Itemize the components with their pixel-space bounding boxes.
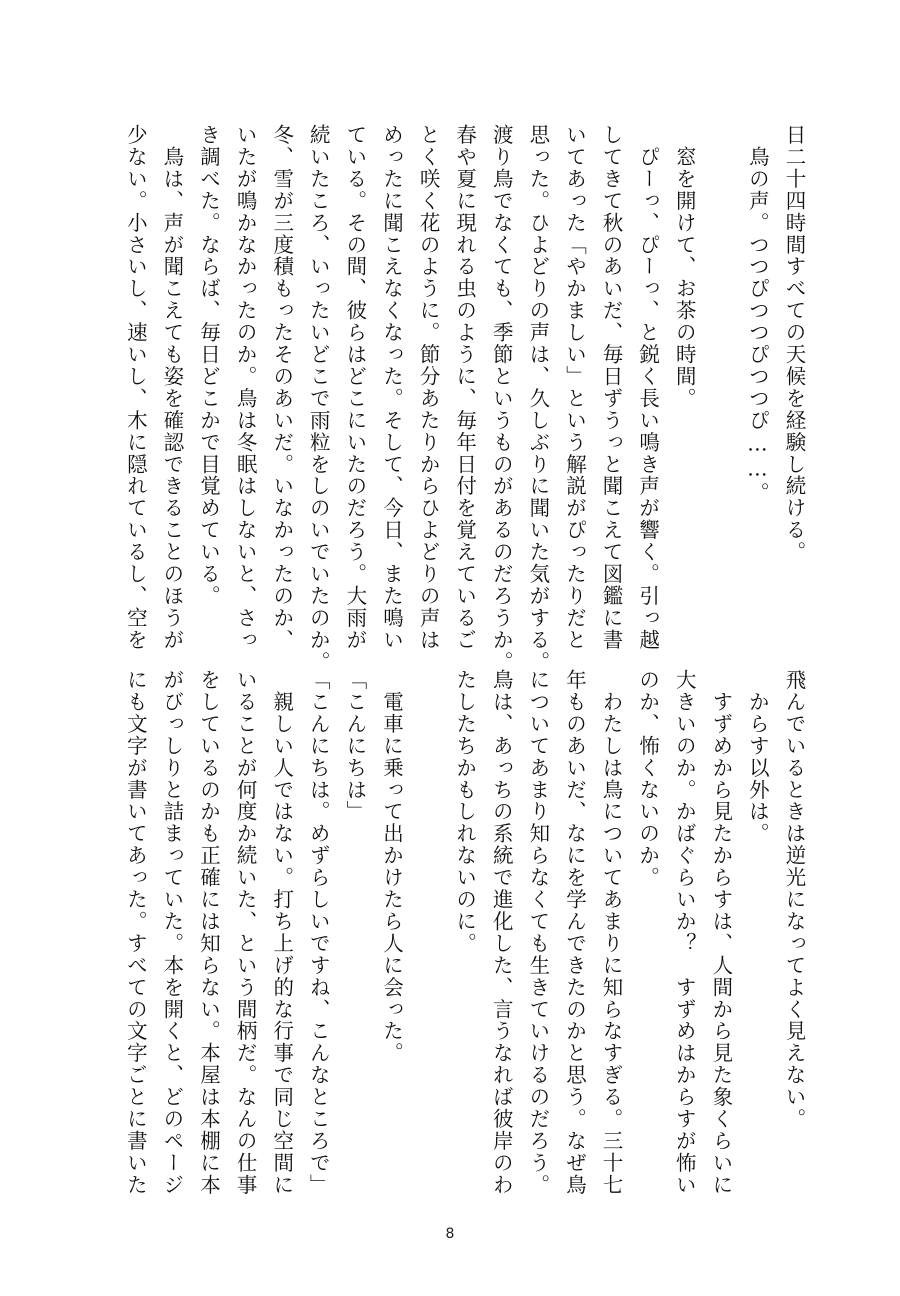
text-line: 少ない。小さいし、速いし、木に隠れているし、空を [123,124,148,651]
text-line [409,669,446,1189]
bottom-text-block [117,669,812,1196]
text-line: 大きいのか。かばぐらいか？ すずめはからすが怖い [672,669,697,1196]
text-line: 春や夏に現れる虫のように、毎年日付を覚えているご [452,124,477,651]
text-line: 電車に乗って出かけたら人に会った。 [379,669,404,1065]
text-line: がびっしりと詰まっていた。本を開くと、どのページ [159,669,184,1196]
text-line: き調べた。ならば、毎日どこかで目覚めている。 [196,124,221,607]
text-line: すずめから見たからすは、人間から見た象くらいに [708,669,733,1196]
text-line: してきて秋のあいだ、毎日ずうっと聞こえて図鑑に書 [599,124,624,651]
text-line: にも文字が書いてあった。すべての文字ごとに書いた [123,669,148,1196]
text-line: 思った。ひよどりの声は、久しぶりに聞いた気がする。 [525,124,550,673]
text-line: いたが鳴かなかったのか。鳥は冬眠はしないと、さっ [233,124,258,651]
text-line: めったに聞こえなくなった。そして、今日、また鳴い [379,124,404,651]
text-line: 日二十四時間すべての天候を経験し続ける。 [782,124,806,563]
text-line: 「こんにちは」 [342,669,367,823]
text-line: 続いたころ、いったいどこで雨粒をしのいでいたのか。 [306,124,331,673]
text-line: ている。その間、彼らはどこにいたのだろう。大雨が [342,124,367,651]
text-line: 渡り鳥でなくても、季節というものがあるのだろうか。 [489,124,514,673]
top-text-block [117,124,812,673]
text-line: のか、怖くないのか。 [635,669,660,889]
text-line: 鳥は、あっちの系統で進化した、言うなれば彼岸のわ [489,669,514,1196]
page-number: 8 [445,1226,455,1242]
text-line: とく咲く花のように。節分あたりからひよどりの声は [416,124,441,651]
text-line: 親しい人ではない。打ち上げ的な行事で同じ空間に [269,669,294,1196]
text-line: についてあまり知らなくても生きていけるのだろう。 [525,669,550,1196]
text-line: からす以外は。 [745,669,770,845]
text-line: たしたちかもしれないのに。 [452,669,477,955]
text-line: 年ものあいだ、なにを学んできたのかと思う。なぜ鳥 [562,669,587,1196]
text-line: いてあった「やかましい」という解説がぴったりだと [562,124,587,651]
text-line: いることが何度か続いた、という間柄だ。なんの仕事 [233,669,258,1196]
text-line: をしているのかも正確には知らない。本屋は本棚に本 [196,669,221,1196]
text-line: 鳥の声。つつぴつつぴつつぴ……。 [745,124,770,505]
text-line: わたしは鳥についてあまりに知らなすぎる。三十七 [599,669,624,1196]
text-line: ぴーっ、ぴーっ、と鋭く長い鳴き声が響く。引っ越 [635,124,660,651]
text-line: 飛んでいるときは逆光になってよく見えない。 [782,669,806,1130]
text-line: 冬、雪が三度積もったそのあいだ。いなかったのか、 [269,124,294,651]
text-line: 鳥は、声が聞こえても姿を確認できることのほうが [159,124,184,651]
text-line: 「こんにちは。めずらしいですね、こんなところで」 [306,669,331,1196]
text-line [702,124,739,644]
text-line: 窓を開けて、お茶の時間。 [672,124,697,410]
